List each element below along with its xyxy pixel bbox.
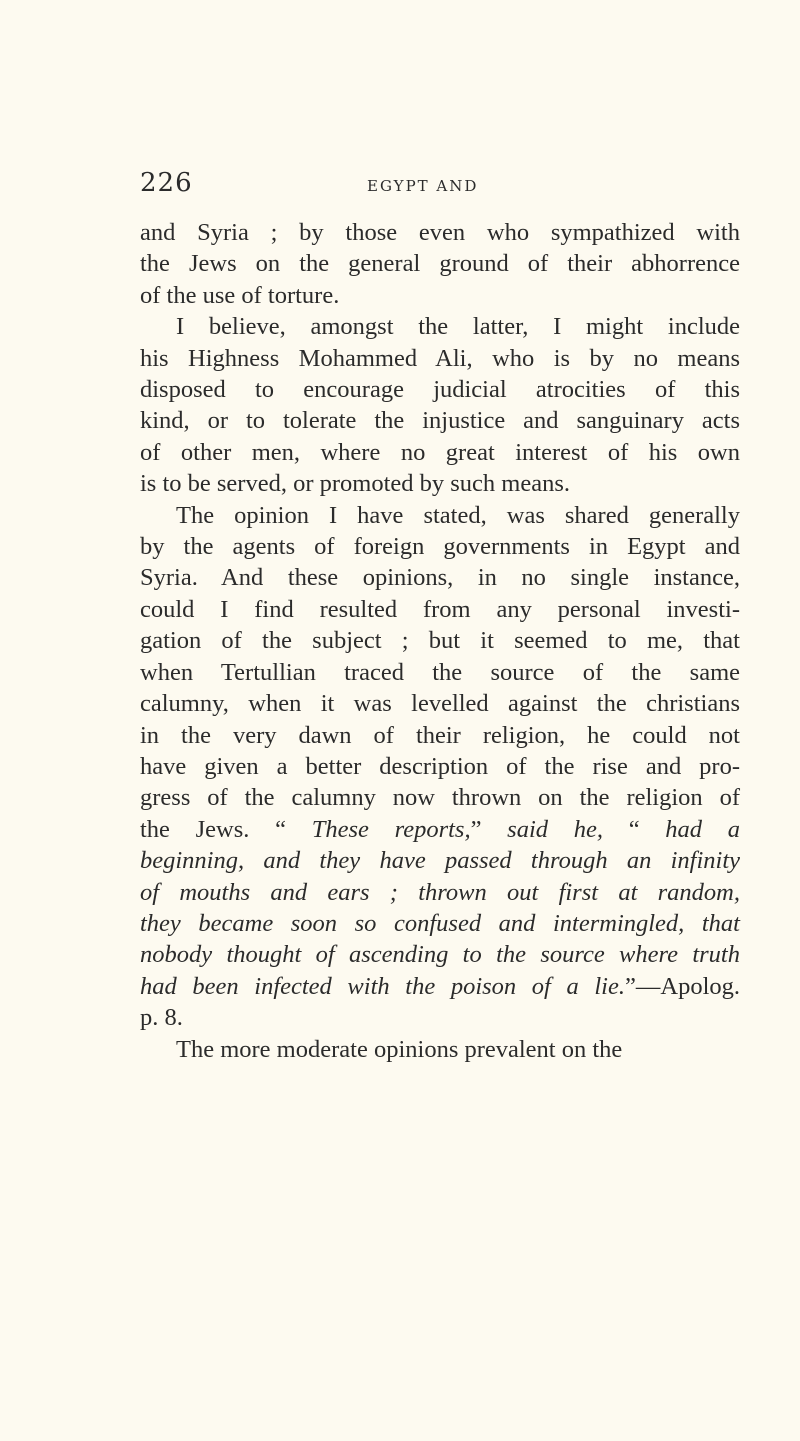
text-line: when Tertullian traced the source of the same — [140, 658, 740, 686]
quote-line: they became soon so confused and intermingled, that — [140, 909, 740, 937]
page-number: 226 — [140, 168, 193, 198]
quote-line: beginning, and they have passed through an infinity — [140, 847, 740, 875]
text-line: and Syria ; by those even who sympathized with — [140, 219, 740, 246]
text-line: gation of the subject ; but it seemed to me, that — [140, 627, 740, 655]
paragraph-start-line: I believe, amongst the latter, I might include — [176, 313, 740, 341]
page-header — [140, 168, 740, 208]
text-line: in the very dawn of their religion, he could not — [140, 721, 740, 749]
text-line: by the agents of foreign governments in Egypt and — [140, 533, 740, 561]
text-line: kind, or to tolerate the injustice and sanguinary acts — [140, 407, 740, 435]
text-line: Syria. And these opinions, in no single instance, — [140, 564, 740, 592]
text-line: of the use of torture. — [140, 281, 340, 309]
paragraph-start-line: The more moderate opinions prevalent on the — [176, 1035, 623, 1063]
text-line: his Highness Mohammed Ali, who is by no means — [140, 344, 740, 372]
body-text — [140, 217, 740, 1065]
quote-end-line: had been infected with the poison of a lie.”—Apolog. — [140, 972, 740, 1000]
quote-line: nobody thought of ascending to the source where truth — [140, 941, 740, 969]
text-line: could I find resulted from any personal investi- — [140, 595, 740, 623]
text-line: calumny, when it was levelled against the christians — [140, 690, 740, 718]
text-line-with-quote: the Jews. “ These reports,” said he, “ had a — [140, 815, 741, 843]
text-line: of other men, where no great interest of his own — [140, 438, 740, 466]
running-title: EGYPT AND — [367, 177, 479, 195]
text-line: is to be served, or promoted by such means. — [140, 470, 571, 498]
citation-line: p. 8. — [140, 1004, 183, 1032]
paragraph-start-line: The opinion I have stated, was shared generally — [176, 501, 740, 529]
text-line: gress of the calumny now thrown on the religion of — [140, 784, 740, 812]
text-line: have given a better description of the rise and pro- — [140, 752, 740, 780]
quote-line: of mouths and ears ; thrown out first at random, — [140, 878, 740, 906]
text-line: disposed to encourage judicial atrocities of this — [140, 376, 740, 404]
text-line: the Jews on the general ground of their abhorrence — [140, 250, 740, 278]
